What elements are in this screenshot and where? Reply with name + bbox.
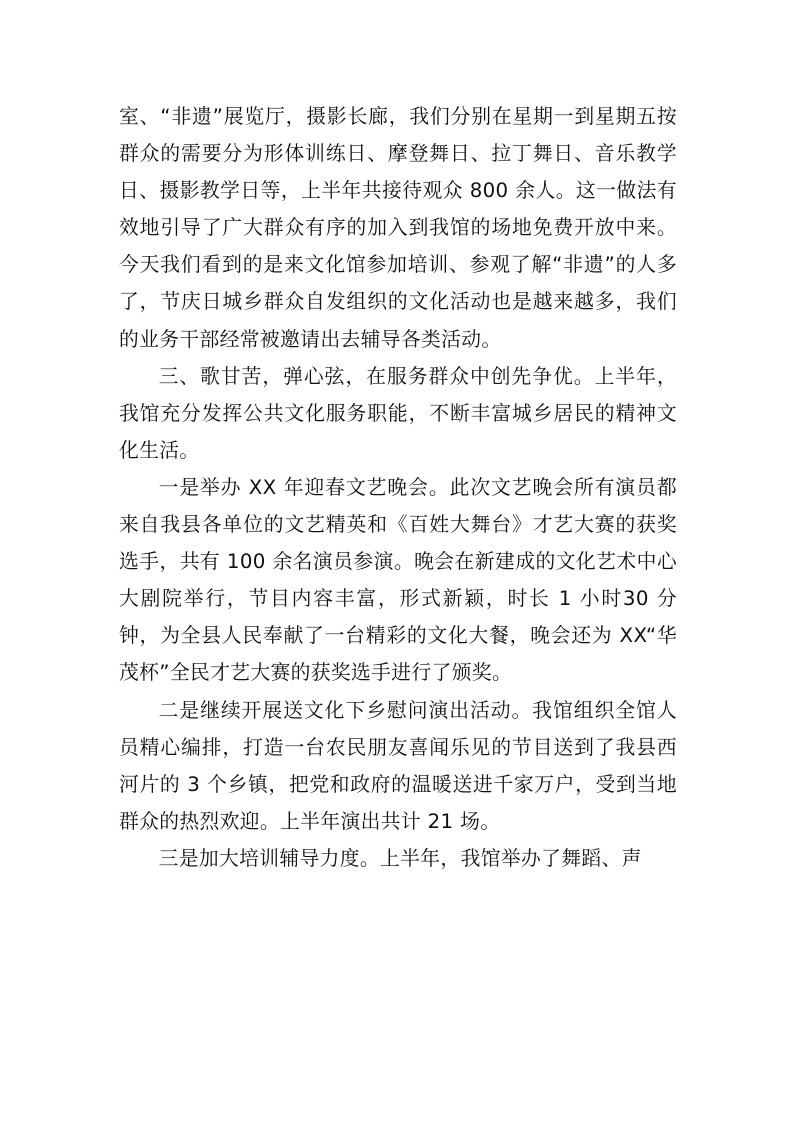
- paragraph-rural-performances: 二是继续开展送文化下乡慰问演出活动。我馆组织全馆人员精心编排，打造一台农民朋友喜闻乐见的节目送到了我县西河片的 3 个乡镇，把党和政府的温暖送进千家万户，受到当地群众的热烈欢迎。上半年演出共计 21 场。: [119, 698, 677, 833]
- document-body: [119, 98, 677, 877]
- paragraph-section-three-heading: 三、歌甘苦，弹心弦，在服务群众中创先争优。上半年，我馆充分发挥公共文化服务职能，不断丰富城乡居民的精神文化生活。: [119, 364, 677, 462]
- paragraph-spring-gala: 一是举办 XX 年迎春文艺晚会。此次文艺晚会所有演员都来自我县各单位的文艺精英和《百姓大舞台》才艺大赛的获奖选手，共有 100 余名演员参演。晚会在新建成的文化艺术中心大剧院举行，节目内容丰富，形式新颖，时长 1 小时30 分钟，为全县人民奉献了一台精彩的文化大餐，晚会还为 XX“华茂杯”全民才艺大赛的获奖选手进行了颁奖。: [119, 475, 677, 685]
- paragraph-open-venues: 室、“非遗”展览厅，摄影长廊，我们分别在星期一到星期五按群众的需要分为形体训练日、摩登舞日、拉丁舞日、音乐教学日、摄影教学日等，上半年共接待观众 800 余人。这一做法有效地引导了广大群众有序的加入到我馆的场地免费开放中来。今天我们看到的是来文化馆参加培训、参观了解“非遗”的人多了，节庆日城乡群众自发组织的文化活动也是越来越多，我们的业务干部经常被邀请出去辅导各类活动。: [119, 105, 677, 351]
- paragraph-training-guidance: 三是加大培训辅导力度。上半年，我馆举办了舞蹈、声: [158, 846, 642, 870]
